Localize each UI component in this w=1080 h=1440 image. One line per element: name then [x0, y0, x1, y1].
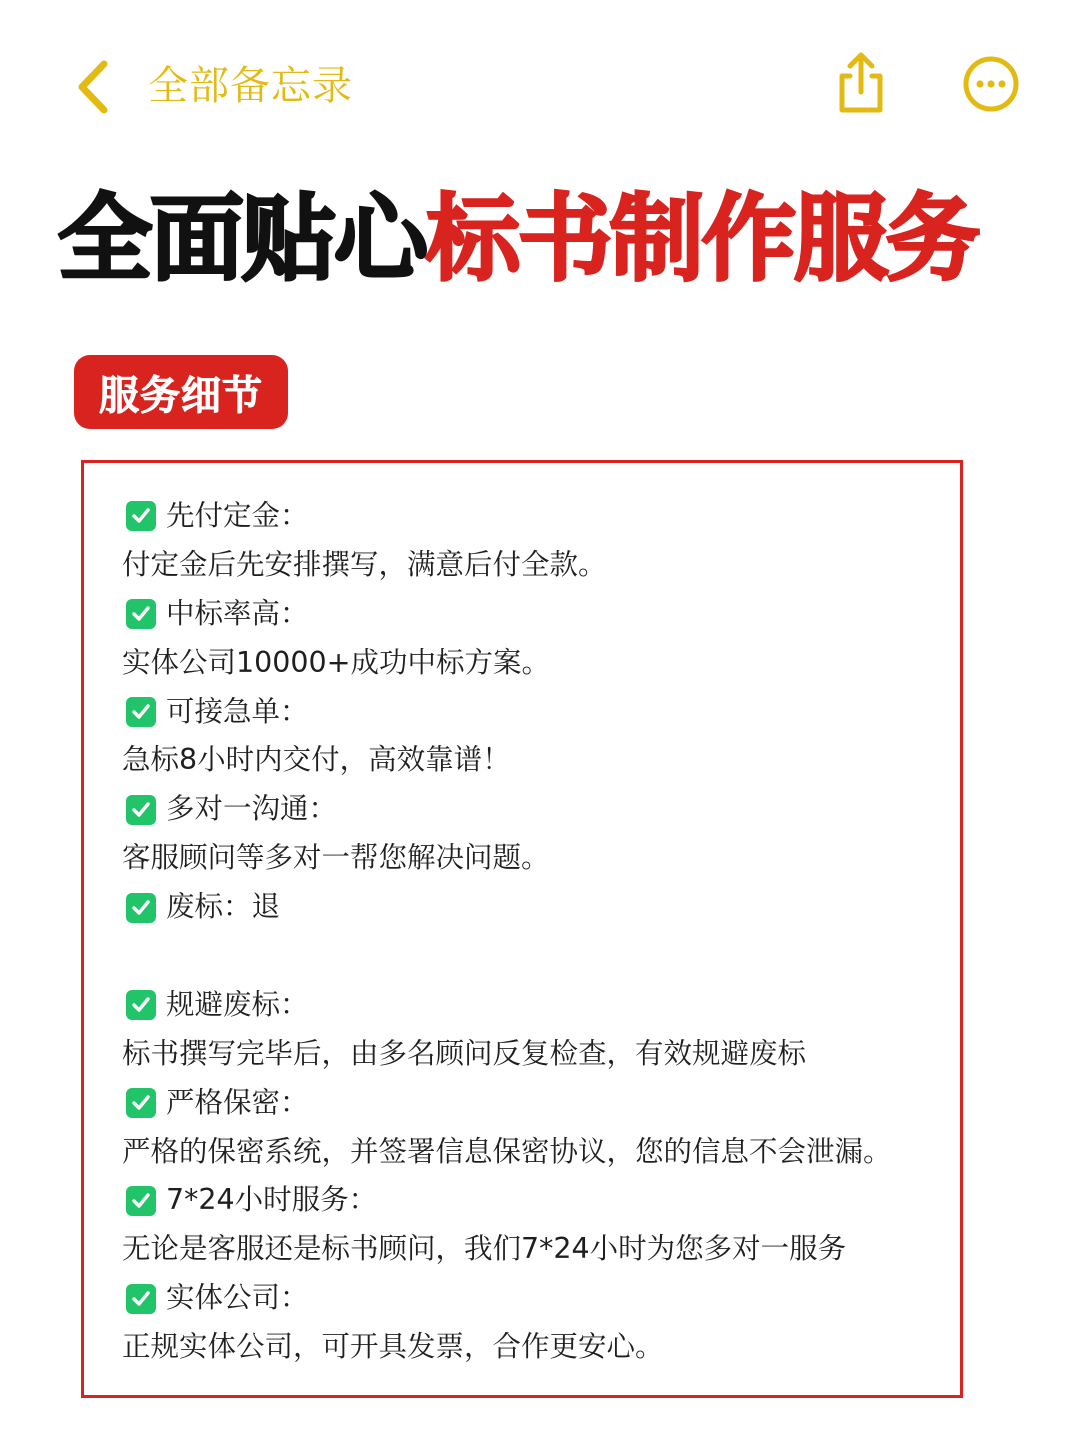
check-box-icon [126, 697, 156, 727]
title-black-part: 全面贴心 [58, 185, 427, 294]
item-title: 规避废标： [166, 987, 309, 1021]
item-description: 标书撰写完毕后，由多名顾问反复检查，有效规避废标 [122, 1036, 807, 1070]
list-item-title [122, 1079, 942, 1128]
chevron-left-icon[interactable] [70, 58, 120, 116]
item-description: 急标8小时内交付，高效靠谱！ [122, 743, 511, 777]
title-red-part: 标书制作服务 [426, 185, 979, 294]
list-item-title [122, 981, 942, 1030]
item-title: 可接急单： [166, 694, 309, 728]
share-icon[interactable] [828, 50, 894, 116]
navigation-bar [0, 0, 1080, 170]
check-box-icon [126, 893, 156, 923]
page-title [58, 180, 1038, 300]
item-description: 严格的保密系统，并签署信息保密协议，您的信息不会泄漏。 [122, 1134, 892, 1168]
item-title: 7*24小时服务： [166, 1183, 378, 1217]
check-box-icon [126, 1088, 156, 1118]
check-box-icon [126, 501, 156, 531]
section-tag: 服务细节 [74, 355, 288, 429]
service-details-list [122, 492, 942, 1372]
item-title: 多对一沟通： [166, 792, 338, 826]
list-item-title [122, 1274, 942, 1323]
list-item-title [122, 590, 942, 639]
item-description: 无论是客服还是标书顾问，我们7*24小时为您多对一服务 [122, 1232, 847, 1266]
item-description: 实体公司10000+成功中标方案。 [122, 645, 551, 679]
list-item-title [122, 1176, 942, 1225]
blank-line [122, 932, 942, 981]
list-item-title [122, 883, 942, 932]
item-description: 付定金后先安排撰写，满意后付全款。 [122, 547, 607, 581]
check-box-icon [126, 599, 156, 629]
item-title: 废标：退 [166, 890, 281, 924]
check-box-icon [126, 795, 156, 825]
check-box-icon [126, 990, 156, 1020]
check-box-icon [126, 1284, 156, 1314]
back-button-label[interactable]: 全部备忘录 [148, 63, 353, 109]
item-title: 严格保密： [166, 1085, 309, 1119]
check-box-icon [126, 1186, 156, 1216]
list-item-title [122, 785, 942, 834]
item-title: 实体公司： [166, 1281, 309, 1315]
item-description: 客服顾问等多对一帮您解决问题。 [122, 841, 550, 875]
more-ellipsis-icon[interactable] [958, 54, 1024, 120]
item-description: 正规实体公司，可开具发票，合作更安心。 [122, 1330, 664, 1364]
list-item-title [122, 492, 942, 541]
item-title: 先付定金： [166, 499, 309, 532]
item-title: 中标率高： [166, 596, 309, 630]
list-item-title [122, 688, 942, 737]
